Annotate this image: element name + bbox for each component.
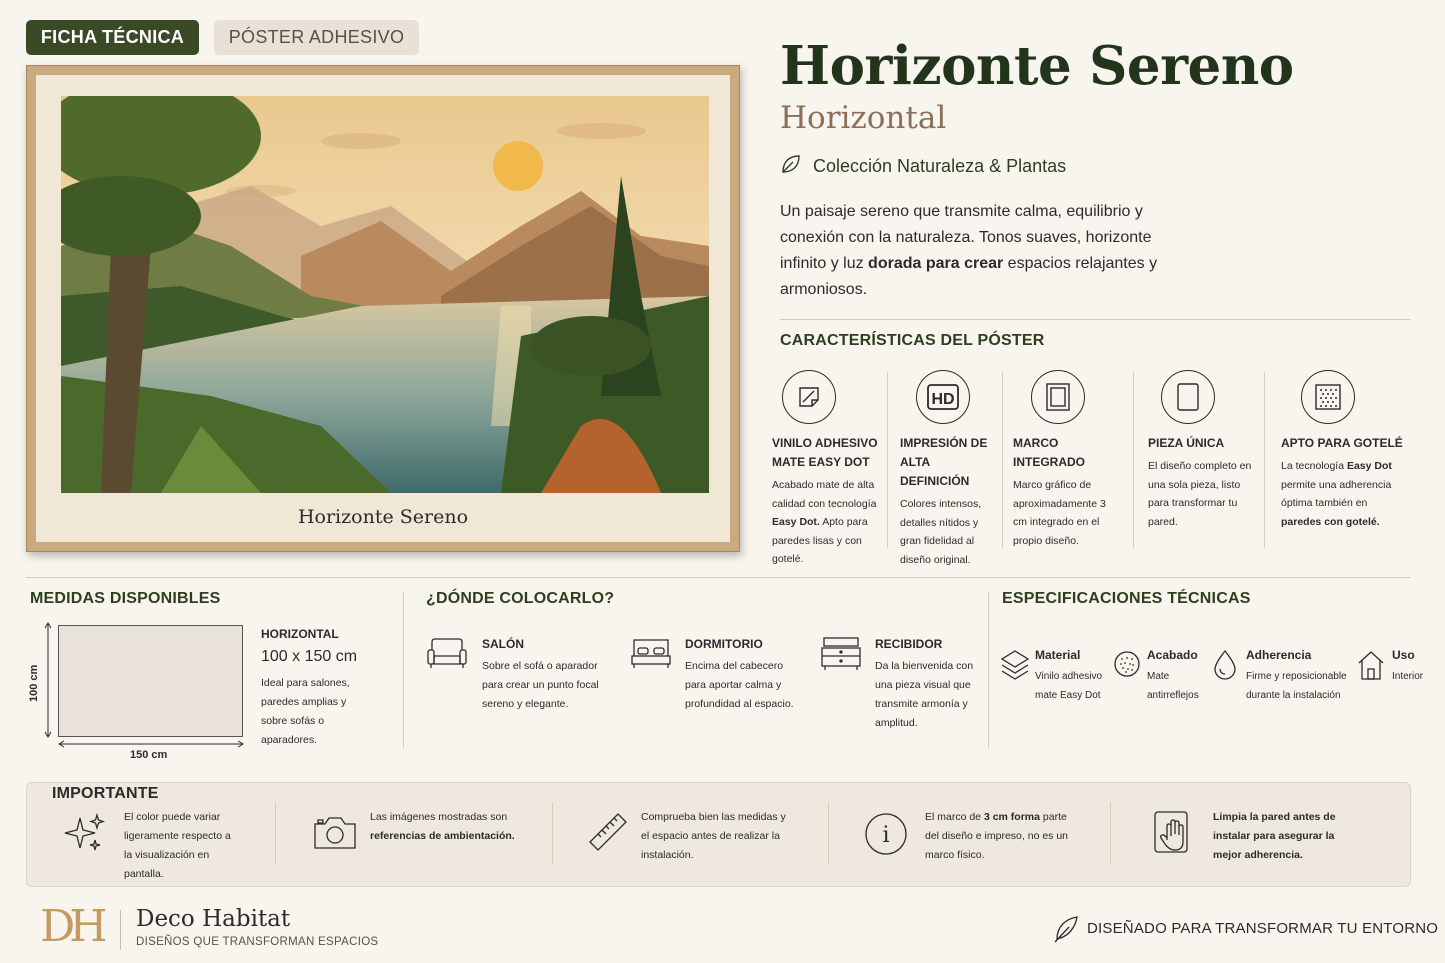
- divider: [887, 372, 888, 548]
- house-icon: [1357, 649, 1385, 686]
- brand-name: Deco Habitat: [136, 906, 291, 932]
- description-bold: dorada para crear: [868, 255, 1004, 272]
- divider: [1264, 372, 1265, 548]
- dimensions-value: 100 x 150 cm: [261, 648, 358, 665]
- width-label: 150 cm: [130, 749, 168, 761]
- feature-title: MARCO INTEGRADO: [1013, 436, 1085, 469]
- svg-text:HD: HD: [931, 391, 955, 408]
- tab-ficha-tecnica[interactable]: FICHA TÉCNICA: [26, 20, 199, 55]
- product-description: [780, 199, 1160, 303]
- divider: [1110, 802, 1111, 864]
- collection-label: Colección Naturaleza & Plantas: [813, 156, 1067, 176]
- spec-text: Vinilo adhesivo mate Easy Dot: [1035, 671, 1103, 701]
- poster-mat: [36, 75, 730, 542]
- landscape-artwork: [61, 96, 709, 493]
- description-text-end: espacios relajantes y armoniosos.: [780, 255, 1158, 298]
- important-text: El color puede variar ligeramente respecto a la visualización en pantalla.: [124, 811, 231, 880]
- feature-title: VINILO ADHESIVO MATE EASY DOT: [772, 436, 878, 469]
- placement-text: Sobre el sofá o aparador para crear un punto focal sereno y elegante.: [482, 660, 599, 710]
- divider: [780, 319, 1411, 320]
- feature-text: El diseño completo en una sola pieza, listo para transformar tu pared.: [1148, 460, 1252, 528]
- size-note: Ideal para salones, paredes amplias y sobre sofás o aparadores.: [261, 677, 350, 746]
- feature-text: La tecnología Easy Dot permite una adherencia óptima también en paredes con gotelé.: [1281, 460, 1392, 528]
- spec-title: Uso: [1392, 648, 1415, 662]
- drop-icon: [1212, 649, 1238, 686]
- feature-hd: [900, 370, 1000, 569]
- feature-text: Colores intensos, detalles nítidos y gran fidelidad al diseño original.: [900, 498, 982, 566]
- placement-title: ¿DÓNDE COLOCARLO?: [426, 590, 615, 607]
- hd-icon: [916, 370, 970, 424]
- sparkles-icon: [64, 812, 106, 859]
- leaf-icon: [779, 152, 803, 181]
- sizes-title: MEDIDAS DISPONIBLES: [30, 590, 221, 607]
- frame-icon: [1031, 370, 1085, 424]
- spec-title: Material: [1035, 648, 1081, 662]
- important-text: Las imágenes mostradas son referencias de ambientación.: [370, 811, 515, 842]
- collection-line: [779, 152, 1066, 181]
- feature-title: APTO PARA GOTELÉ: [1281, 436, 1403, 450]
- feature-title: PIEZA ÚNICA: [1148, 436, 1225, 450]
- spec-text: Firme y reposicionable durante la instalación: [1246, 671, 1347, 701]
- feature-frame: [1013, 370, 1129, 550]
- placement-text: Da la bienvenida con una pieza visual que transmite armonía y amplitud.: [875, 660, 974, 729]
- divider: [26, 577, 1411, 578]
- placement-title-recibidor: RECIBIDOR: [875, 637, 943, 651]
- divider: [403, 592, 404, 748]
- divider: [1002, 372, 1003, 548]
- product-subtitle: Horizontal: [780, 100, 947, 136]
- feather-icon: [1053, 915, 1079, 948]
- placement-title-salon: SALÓN: [482, 637, 524, 651]
- tab-poster-adhesivo[interactable]: PÓSTER ADHESIVO: [214, 20, 419, 55]
- feature-text: Acabado mate de alta calidad con tecnología Easy Dot. Apto para paredes lisas y con gotelé.: [772, 479, 877, 565]
- divider: [120, 910, 121, 950]
- important-text: Comprueba bien las medidas y el espacio antes de realizar la instalación.: [641, 811, 786, 861]
- product-title: Horizonte Sereno: [780, 35, 1294, 97]
- divider: [275, 802, 276, 864]
- spec-title: Acabado: [1147, 648, 1198, 662]
- hand-icon: [1153, 810, 1195, 861]
- important-text: El marco de 3 cm forma parte del diseño e impreso, no es un marco físico.: [925, 811, 1069, 861]
- landscape-illustration: [61, 96, 709, 493]
- size-preview: [58, 625, 243, 737]
- dotted-circle-icon: [1113, 650, 1141, 683]
- spec-text: Mate antirreflejos: [1147, 671, 1199, 701]
- textured-wall-icon: [1301, 370, 1355, 424]
- divider: [828, 802, 829, 864]
- footer-slogan: DISEÑADO PARA TRANSFORMAR TU ENTORNO: [1087, 920, 1439, 937]
- poster-frame: [26, 65, 740, 552]
- feature-vinyl: [772, 370, 880, 569]
- divider: [552, 802, 553, 864]
- divider: [1133, 372, 1134, 548]
- bed-icon: [630, 636, 672, 677]
- poster-caption: Horizonte Sereno: [297, 506, 469, 528]
- spec-text: Interior: [1392, 671, 1424, 682]
- features-title: CARACTERÍSTICAS DEL PÓSTER: [780, 332, 1045, 349]
- placement-text: Encima del cabecero para aportar calma y profundidad al espacio.: [685, 660, 794, 710]
- divider: [988, 592, 989, 748]
- important-text: Limpia la pared antes de instalar para asegurar la mejor adherencia.: [1213, 811, 1336, 861]
- spec-title: Adherencia: [1246, 648, 1312, 662]
- description-text: Un paisaje sereno que transmite calma, equilibrio y conexión con la naturaleza. Tonos suaves, horizonte infinito y luz: [780, 203, 1152, 272]
- brand-logo: DH: [40, 901, 102, 952]
- placement-title-dormitorio: DORMITORIO: [685, 637, 763, 651]
- feature-title: IMPRESIÓN DE ALTA DEFINICIÓN: [900, 436, 988, 488]
- orientation-label: HORIZONTAL: [261, 627, 339, 641]
- vinyl-sticker-icon: [782, 370, 836, 424]
- svg-text:i: i: [882, 823, 890, 848]
- height-label: 100 cm: [28, 664, 40, 702]
- specs-title: ESPECIFICACIONES TÉCNICAS: [1002, 590, 1251, 607]
- feature-single-piece: [1148, 370, 1252, 531]
- camera-icon: [312, 812, 358, 857]
- single-piece-icon: [1161, 370, 1215, 424]
- sofa-icon: [426, 636, 468, 677]
- console-table-icon: [820, 636, 862, 677]
- layers-icon: [1000, 648, 1030, 689]
- feature-gotele: [1281, 370, 1405, 531]
- important-title: IMPORTANTE: [52, 785, 159, 802]
- feature-text: Marco gráfico de aproximadamente 3 cm integrado en el propio diseño.: [1013, 479, 1106, 547]
- ruler-icon: [588, 812, 628, 857]
- info-icon: [864, 812, 908, 861]
- brand-tagline: DISEÑOS QUE TRANSFORMAN ESPACIOS: [136, 936, 379, 948]
